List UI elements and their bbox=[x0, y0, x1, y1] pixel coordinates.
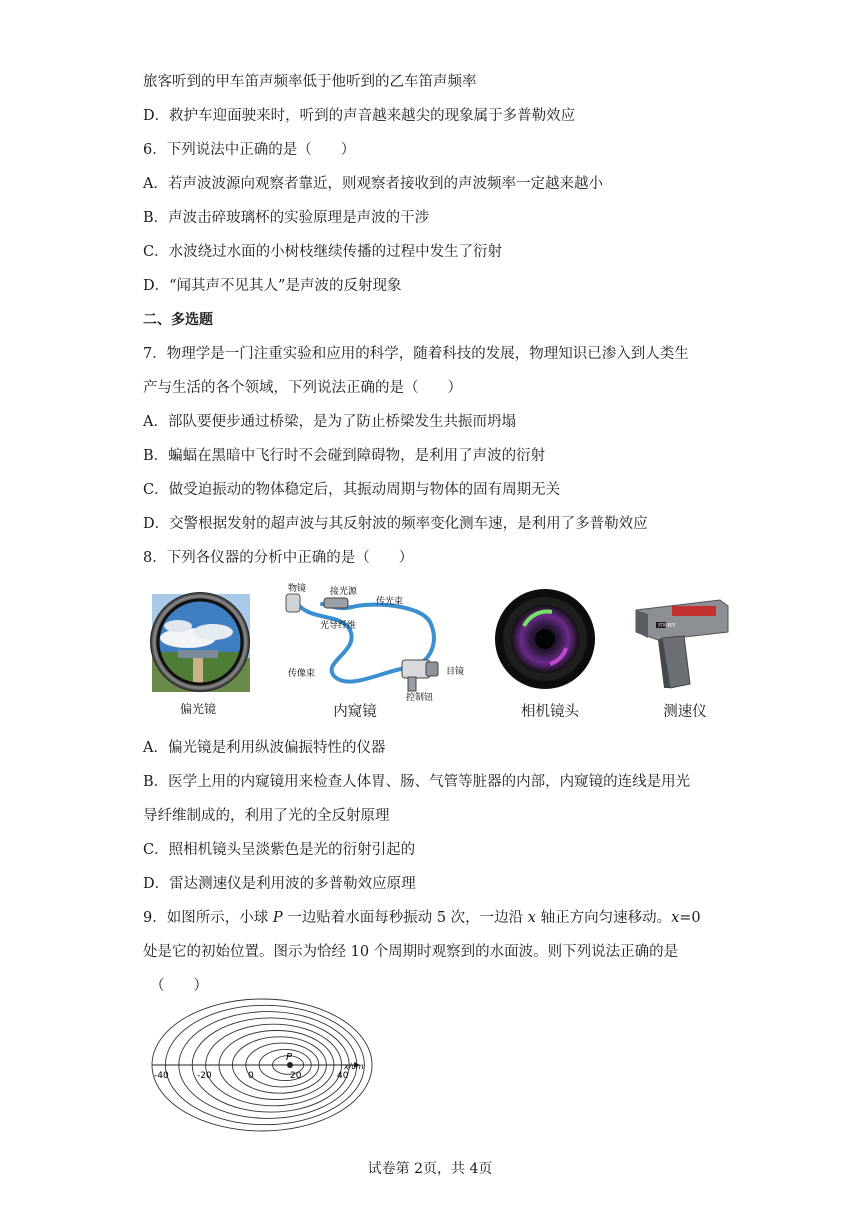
camera-lens-figure bbox=[494, 588, 596, 690]
objective-label: 物镜 bbox=[288, 584, 307, 594]
endoscope-figure bbox=[280, 582, 470, 702]
option-d: D．救护车迎面驶来时，听到的声音越来越尖的现象属于多普勒效应 bbox=[143, 108, 576, 124]
option-a: A．部队要便步通过桥梁，是为了防止桥梁发生共振而坍塌 bbox=[143, 414, 516, 430]
option-d: D．交警根据发射的超声波与其反射波的频率变化测车速，是利用了多普勒效应 bbox=[143, 516, 648, 532]
question-8: 8．下列各仪器的分析中正确的是（ ） bbox=[143, 550, 414, 566]
option-c: C．做受迫振动的物体稳定后，其振动周期与物体的固有周期无关 bbox=[143, 482, 561, 498]
tick-label: 0 bbox=[248, 1071, 254, 1081]
speed-gun-image bbox=[628, 592, 734, 692]
question-9-cont: 处是它的初始位置。图示为恰经 10 个周期时观察到的水面波。则下列说法正确的是 bbox=[143, 944, 679, 960]
option-d: D．雷达测速仪是利用波的多普勒效应原理 bbox=[143, 876, 416, 892]
option-a: A．偏光镜是利用纵波偏振特性的仪器 bbox=[143, 740, 386, 756]
option-c: C．水波绕过水面的小树枝继续传播的过程中发生了衍射 bbox=[143, 244, 503, 260]
option-a: A．若声波波源向观察者靠近，则观察者接收到的声波频率一定越来越小 bbox=[143, 176, 603, 192]
polarizer-figure bbox=[148, 588, 258, 698]
option-c: C．照相机镜头呈淡紫色是光的衍射引起的 bbox=[143, 842, 416, 858]
answer-parens: （ ） bbox=[150, 978, 208, 994]
tick-label: -20 bbox=[197, 1071, 212, 1081]
option-d: D．“闻其声不见其人”是声波的反射现象 bbox=[143, 278, 402, 294]
light-beam-label: 传光束 bbox=[376, 597, 404, 607]
question-7-cont: 产与生活的各个领域，下列说法正确的是（ ） bbox=[143, 380, 462, 396]
image-beam-label: 传像束 bbox=[288, 669, 316, 679]
option-b-cont: 导纤维制成的，利用了光的全反射原理 bbox=[143, 808, 390, 824]
camera-lens-image bbox=[494, 588, 596, 690]
section-heading: 二、多选题 bbox=[143, 312, 213, 328]
axis-label: x/cm bbox=[344, 1062, 364, 1071]
speed-gun-figure bbox=[628, 592, 734, 692]
question-9: 9．如图所示，小球 P 一边贴着水面每秒振动 5 次，一边沿 x 轴正方向匀速移动。x=0 bbox=[143, 910, 701, 926]
polarizer-lens-image bbox=[148, 588, 258, 698]
option-b: B．医学上用的内窥镜用来检查人体胃、肠、气管等脏器的内部，内窥镜的连线是用光 bbox=[143, 774, 691, 790]
speed-gun-caption: 测速仪 bbox=[663, 704, 707, 720]
speed-gun-brand: STALKER bbox=[658, 622, 676, 628]
question-7: 7．物理学是一门注重实验和应用的科学，随着科技的发展，物理知识已渗入到人类生 bbox=[143, 346, 689, 362]
water-wave-figure bbox=[140, 998, 390, 1138]
option-b: B．声波击碎玻璃杯的实验原理是声波的干涉 bbox=[143, 210, 430, 226]
endoscope-diagram bbox=[280, 582, 470, 702]
fiber-label: 光导纤维 bbox=[320, 621, 357, 631]
tick-label: 20 bbox=[290, 1071, 302, 1081]
tick-label: -40 bbox=[154, 1071, 169, 1081]
control-knob-label: 控制钮 bbox=[406, 693, 434, 702]
water-wave-diagram bbox=[140, 998, 390, 1138]
option-b: B．蝙蝠在黑暗中飞行时不会碰到障碍物，是利用了声波的衍射 bbox=[143, 448, 546, 464]
endoscope-caption: 内窥镜 bbox=[333, 704, 377, 720]
page-footer: 试卷第 2页，共 4页 bbox=[367, 1161, 493, 1177]
text-line: 旅客听到的甲车笛声频率低于他听到的乙车笛声频率 bbox=[143, 74, 477, 90]
polarizer-caption: 偏光镜 bbox=[179, 702, 216, 716]
question-6: 6．下列说法中正确的是（ ） bbox=[143, 142, 356, 158]
point-p-label: P bbox=[286, 1052, 293, 1063]
light-source-label: 接光源 bbox=[330, 587, 358, 597]
tick-label: 40 bbox=[337, 1071, 349, 1081]
eyepiece-label: 目镜 bbox=[446, 667, 465, 677]
camera-lens-caption: 相机镜头 bbox=[521, 704, 579, 720]
